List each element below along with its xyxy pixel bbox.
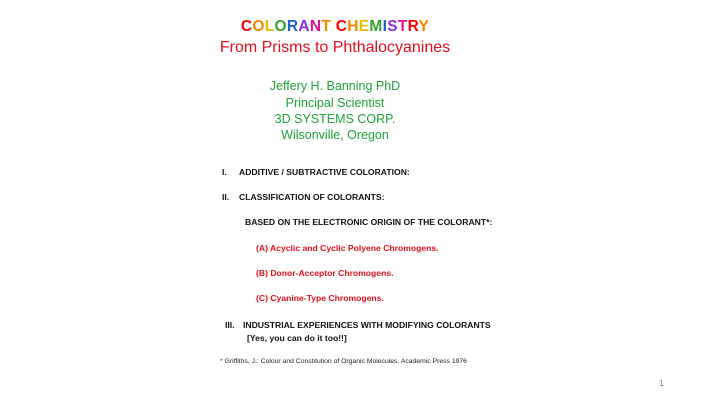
title-letter: L — [264, 18, 275, 35]
outline-item-3 — [225, 320, 491, 330]
author-company: 3D SYSTEMS CORP. — [274, 112, 396, 126]
title-letter: S — [387, 18, 398, 35]
title-letter: C — [335, 18, 348, 35]
subitem-a: (A) Acyclic and Cyclic Polyene Chromogens. — [256, 243, 439, 253]
title-letter: C — [240, 18, 253, 35]
title-letter: Y — [418, 18, 430, 35]
outline-item-2 — [222, 192, 384, 202]
title-letter: R — [286, 18, 299, 35]
title-letter: T — [397, 18, 408, 35]
subitem-c: (C) Cyanine-Type Chromogens. — [256, 293, 384, 303]
subitem-b: (B) Donor-Acceptor Chromogens. — [256, 268, 394, 278]
footnote: * Griffiths, J.: Colour and Constitution of Organic Molecules. Academic Press 1976 — [220, 358, 467, 365]
slide-subtitle: From Prisms to Phthalocyanines — [219, 39, 451, 56]
title-letter: N — [309, 18, 322, 35]
title-letter: E — [358, 18, 370, 35]
title-letter: O — [274, 18, 287, 35]
outline-item-3-number: III. — [225, 320, 235, 330]
title-letter: M — [369, 18, 383, 35]
outline-item-1 — [222, 167, 410, 177]
outline-item-2-number: II. — [222, 192, 230, 202]
title-letter: H — [347, 18, 359, 35]
outline-item-3-note: [Yes, you can do it too!!] — [247, 333, 347, 343]
author-role: Principal Scientist — [285, 96, 385, 110]
title-letter: O — [252, 18, 265, 35]
slide-number: 1 — [659, 378, 665, 388]
author-name: Jeffery H. Banning PhD — [269, 79, 401, 93]
title-letter: R — [407, 18, 419, 35]
classification-basis: BASED ON THE ELECTRONIC ORIGIN OF THE COLORANT*: — [245, 217, 493, 227]
slide-title — [0, 18, 670, 36]
title-letter: A — [298, 18, 310, 35]
title-letter: T — [321, 18, 332, 35]
outline-item-2-text: CLASSIFICATION OF COLORANTS: — [239, 192, 385, 202]
outline-item-1-number: I. — [222, 167, 227, 177]
outline-item-3-text: INDUSTRIAL EXPERIENCES WITH MODIFYING COLORANTS — [243, 320, 491, 330]
outline-item-1-text: ADDITIVE / SUBTRACTIVE COLORATION: — [239, 167, 410, 177]
author-location: Wilsonville, Oregon — [281, 128, 389, 142]
title-letter: I — [382, 18, 388, 35]
